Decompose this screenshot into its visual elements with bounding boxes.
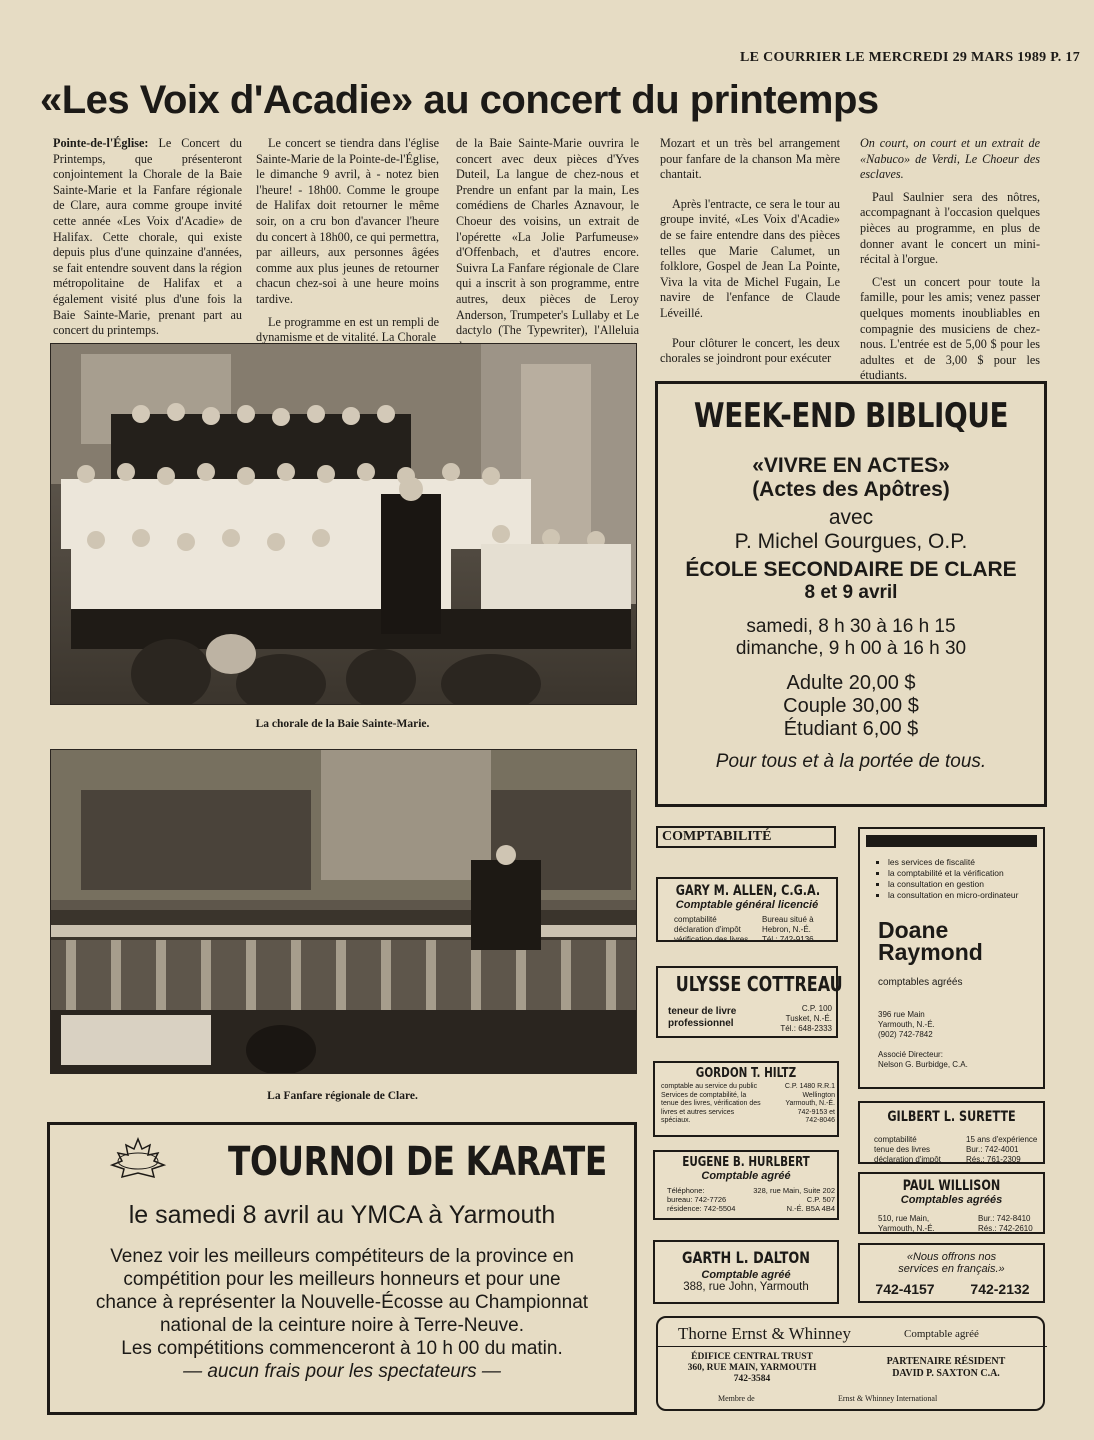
francais-quote: «Nous offrons nos services en français.»	[898, 1251, 1005, 1275]
card-title: Comptable général licencié	[675, 899, 819, 911]
article-column-3	[456, 136, 639, 361]
ad-dates: 8 et 9 avril	[804, 582, 898, 603]
doane-tag: comptables agréés	[878, 977, 963, 988]
article-paragraph: C'est un concert pour toute la famille, pour les amis; venez passer quelques moments inoubliables en compagnie des musiciens de chez-nous. L'entrée est de 5,00 $ pour les adultes et de 3,00 $ pour les étudiants.	[860, 274, 1040, 383]
dateline: Pointe-de-l'Église:	[53, 136, 149, 150]
karate-line: Les compétitions commenceront à 10 h 00 du matin.	[121, 1338, 563, 1359]
article-paragraph: Le programme en est un rempli de dynamisme et de vitalité. La Chorale	[256, 314, 439, 345]
doane-address: 396 rue Main Yarmouth, N.-É. (902) 742-7842	[878, 1010, 935, 1039]
karate-tournament-ad	[47, 1122, 637, 1415]
maple-leaf-icon	[108, 1137, 168, 1183]
card-eugene-hurlbert	[653, 1150, 839, 1220]
francais-tel-2: 742-2132	[970, 1281, 1030, 1297]
article-paragraph: On court, on court et un extrait de «Nabuco» de Verdi, Le Choeur des esclaves.	[860, 136, 1040, 182]
card-contact: C.P. 1480 R.R.1 Wellington Yarmouth, N.-É. 742-9153 et 742-8046	[784, 1083, 835, 1124]
card-services: comptabilité tenue des livres déclaration d'impôt	[874, 1135, 941, 1164]
ad-school: ÉCOLE SECONDAIRE DE CLARE	[685, 558, 1017, 581]
doane-director: Associé Directeur: Nelson G. Burbidge, C.A.	[878, 1050, 968, 1069]
article-paragraph: Paul Saulnier sera des nôtres, accompagnant à l'occasion quelques pièces au programme, en plus de donner avant le concert un mini-récital à l'orgue.	[860, 189, 1040, 267]
karate-body	[50, 1245, 634, 1383]
francais-tel-1: 742-4157	[875, 1281, 935, 1297]
article-column-1	[53, 136, 242, 346]
headline: «Les Voix d'Acadie» au concert du printemps	[40, 78, 879, 122]
card-gordon-hiltz	[653, 1061, 839, 1137]
ad-schedule-sunday: dimanche, 9 h 00 à 16 h 30	[735, 638, 967, 659]
weekend-biblique-ad	[655, 381, 1047, 807]
card-title: Comptables agréés	[900, 1194, 1003, 1206]
card-services: teneur de livre professionnel	[668, 1006, 737, 1029]
ad-price-student: Étudiant 6,00 $	[783, 718, 919, 740]
article-paragraph: de la Baie Sainte-Marie ouvrira le concert avec deux pièces d'Yves Duteil, La langue de chez-nous et Prendre un enfant par la main, Les comédiens de Charles Aznavour, le Choeur des voisins, un extrait de l'opérette «La Jolie Parfumeuse» d'Offenbach, et d'autres encore. Suivra La Fanfare régionale de Clare qui a inscrit à son programme, entre autres, deux pièces de Leroy Anderson, Trumpeter's Lullaby et Le dactylo (The Typewriter), l'Alleluia	[456, 136, 639, 338]
ad-title: WEEK-END BIBLIQUE	[693, 396, 1009, 436]
karate-line: chance à représenter la Nouvelle-Écosse au Championnat	[95, 1292, 589, 1313]
article-column-5	[860, 136, 1040, 391]
thorne-member-label: Membre de	[718, 1394, 755, 1403]
card-contact: Bur.: 742-8410 Rés.: 742-2610	[978, 1214, 1033, 1233]
card-services: comptabilité déclaration d'impôt vérification des livres	[674, 915, 749, 944]
thorne-partner: PARTENAIRE RÉSIDENT DAVID P. SAXTON C.A.	[886, 1356, 1006, 1379]
band-photo-caption: La Fanfare régionale de Clare.	[267, 1090, 418, 1102]
doane-name-1: Doane	[878, 917, 949, 943]
ad-price-adult: Adulte 20,00 $	[786, 672, 916, 694]
karate-line: — aucun frais pour les spectateurs —	[183, 1361, 501, 1382]
card-address: 388, rue John, Yarmouth	[683, 1281, 809, 1293]
doane-name-2: Raymond	[878, 939, 983, 965]
ad-subtitle: «VIVRE EN ACTES»	[752, 454, 950, 477]
thorne-tag: Comptable agréé	[904, 1328, 979, 1340]
card-address: 328, rue Main, Suite 202 C.P. 507 N.-É. B5A 4B4	[753, 1186, 835, 1213]
karate-when: le samedi 8 avril au YMCA à Yarmouth	[128, 1201, 556, 1229]
card-contact: Bureau situé à Hebron, N.-É. Tél.: 742-9136	[762, 915, 814, 944]
card-paul-willison	[858, 1172, 1045, 1234]
card-name: GORDON T. HILTZ	[695, 1066, 797, 1081]
card-contact: C.P. 100 Tusket, N.-É. Tél.: 648-2333	[780, 1004, 832, 1033]
card-top-bar	[866, 835, 1037, 847]
card-name: ULYSSE COTTREAU	[675, 972, 843, 996]
divider	[658, 1346, 1047, 1347]
card-name: GARY M. ALLEN, C.G.A.	[675, 883, 821, 899]
karate-title: TOURNOI DE KARATE	[228, 1139, 607, 1185]
article-paragraph: Le concert se tiendra dans l'église Sainte-Marie de la Pointe-de-l'Église, le dimanche 9 avril, à - notez bien l'heure! - 18h00. Comme le groupe de Halifax doit retourner le même soir, on a cru bon d'avancer l'heure du concert à 18h00, ce qui permettra, par ailleurs, aux personnes âgées comme aux plus jeunes de retourner chacun chez-soi à une heure moins tardive.	[256, 136, 439, 306]
ad-schedule-saturday: samedi, 8 h 30 à 16 h 15	[746, 616, 956, 637]
card-thorne-ernst-whinney	[656, 1316, 1045, 1411]
article-paragraph: Mozart et un très bel arrangement pour fanfare de la chanson Ma mère chantait.	[660, 136, 840, 182]
card-services: comptable au service du public Services de comptabilité, la tenue des livres, vérification des livres et autres services spéciaux.	[661, 1083, 761, 1124]
card-gary-allen	[656, 877, 838, 942]
card-contact-phone: Téléphone: bureau: 742-7726 résidence: 742-5504	[667, 1186, 736, 1213]
card-title: Comptable agréé	[701, 1170, 791, 1182]
card-name: GARTH L. DALTON	[682, 1248, 810, 1267]
card-doane-raymond	[858, 827, 1045, 1089]
ad-subtitle-2: (Actes des Apôtres)	[752, 478, 950, 501]
service-item: ▪ la consultation en gestion	[888, 879, 1043, 890]
directory-header: COMPTABILITÉ	[656, 826, 836, 848]
service-item: ▪ les services de fiscalité	[888, 857, 1043, 868]
karate-logo	[108, 1137, 168, 1183]
ad-tagline: Pour tous et à la portée de tous.	[715, 751, 987, 772]
card-name: EUGENE B. HURLBERT	[682, 1155, 810, 1170]
service-item: ▪ la comptabilité et la vérification	[888, 868, 1043, 879]
article-text: Le Concert du Printemps, que présenteront conjointement la Chorale de la Baie Sainte-Marie et la Fanfare régionale de Clare, aura comme groupe invité cette année «Les Voix d'Acadie» de Halifax. Cette chorale, qui existe depuis plus d'une quinzaine d'années, se fait entendre souvent dans la région métropolitaine de Halifax et a également visité plus d'une fois la Baie Sainte-Marie, prenant part au concert du printemps.	[53, 136, 243, 338]
ad-speaker: P. Michel Gourgues, O.P.	[734, 530, 968, 553]
card-gilbert-surette	[858, 1101, 1045, 1164]
thorne-name: Thorne Ernst & Whinney	[678, 1324, 851, 1343]
band-photo	[50, 749, 637, 1074]
article-paragraph: Pour clôturer le concert, les deux chorales se joindront pour exécuter	[660, 335, 840, 366]
choir-photo-caption: La chorale de la Baie Sainte-Marie.	[255, 718, 430, 730]
choir-photo	[50, 343, 637, 705]
card-address: 510, rue Main, Yarmouth, N.-É.	[878, 1214, 935, 1233]
article-paragraph: Après l'entracte, ce sera le tour au groupe invité, «Les Voix d'Acadie» de se faire entendre dans des pièces telles que Marie Calumet, un folklore, Gospel de Jean La Pointe, Viva la vita de Michel Fugain, Le navire de l'enfance de Claude Léveillé.	[660, 196, 840, 320]
ad-with: avec	[828, 506, 874, 529]
card-title: Comptable agréé	[701, 1269, 791, 1281]
thorne-intl: Ernst & Whinney International	[838, 1394, 938, 1403]
card-garth-dalton	[653, 1240, 839, 1304]
article-column-2	[256, 136, 439, 353]
card-contact: 15 ans d'expérience Bur.: 742-4001 Rés.: 761-2309	[966, 1135, 1038, 1164]
service-item: ▪ la consultation en micro-ordinateur	[888, 890, 1043, 901]
card-ulysse-cottreau	[656, 966, 843, 1038]
ad-price-couple: Couple 30,00 $	[783, 695, 919, 717]
karate-line: national de la ceinture noire à Terre-Neuve.	[159, 1315, 525, 1336]
card-services-francais	[858, 1243, 1045, 1303]
card-name: PAUL WILLISON	[902, 1178, 1001, 1194]
article-column-4	[660, 136, 840, 374]
karate-line: compétition pour les meilleurs honneurs et pour une	[123, 1269, 561, 1290]
card-name: GILBERT L. SURETTE	[887, 1109, 1016, 1125]
doane-services	[888, 857, 1043, 901]
masthead: LE COURRIER LE MERCREDI 29 MARS 1989 P. 17	[740, 50, 1080, 65]
thorne-building: ÉDIFICE CENTRAL TRUST 360, RUE MAIN, YARMOUTH 742-3584	[687, 1352, 817, 1384]
karate-line: Venez voir les meilleurs compétiteurs de la province en	[110, 1246, 574, 1267]
